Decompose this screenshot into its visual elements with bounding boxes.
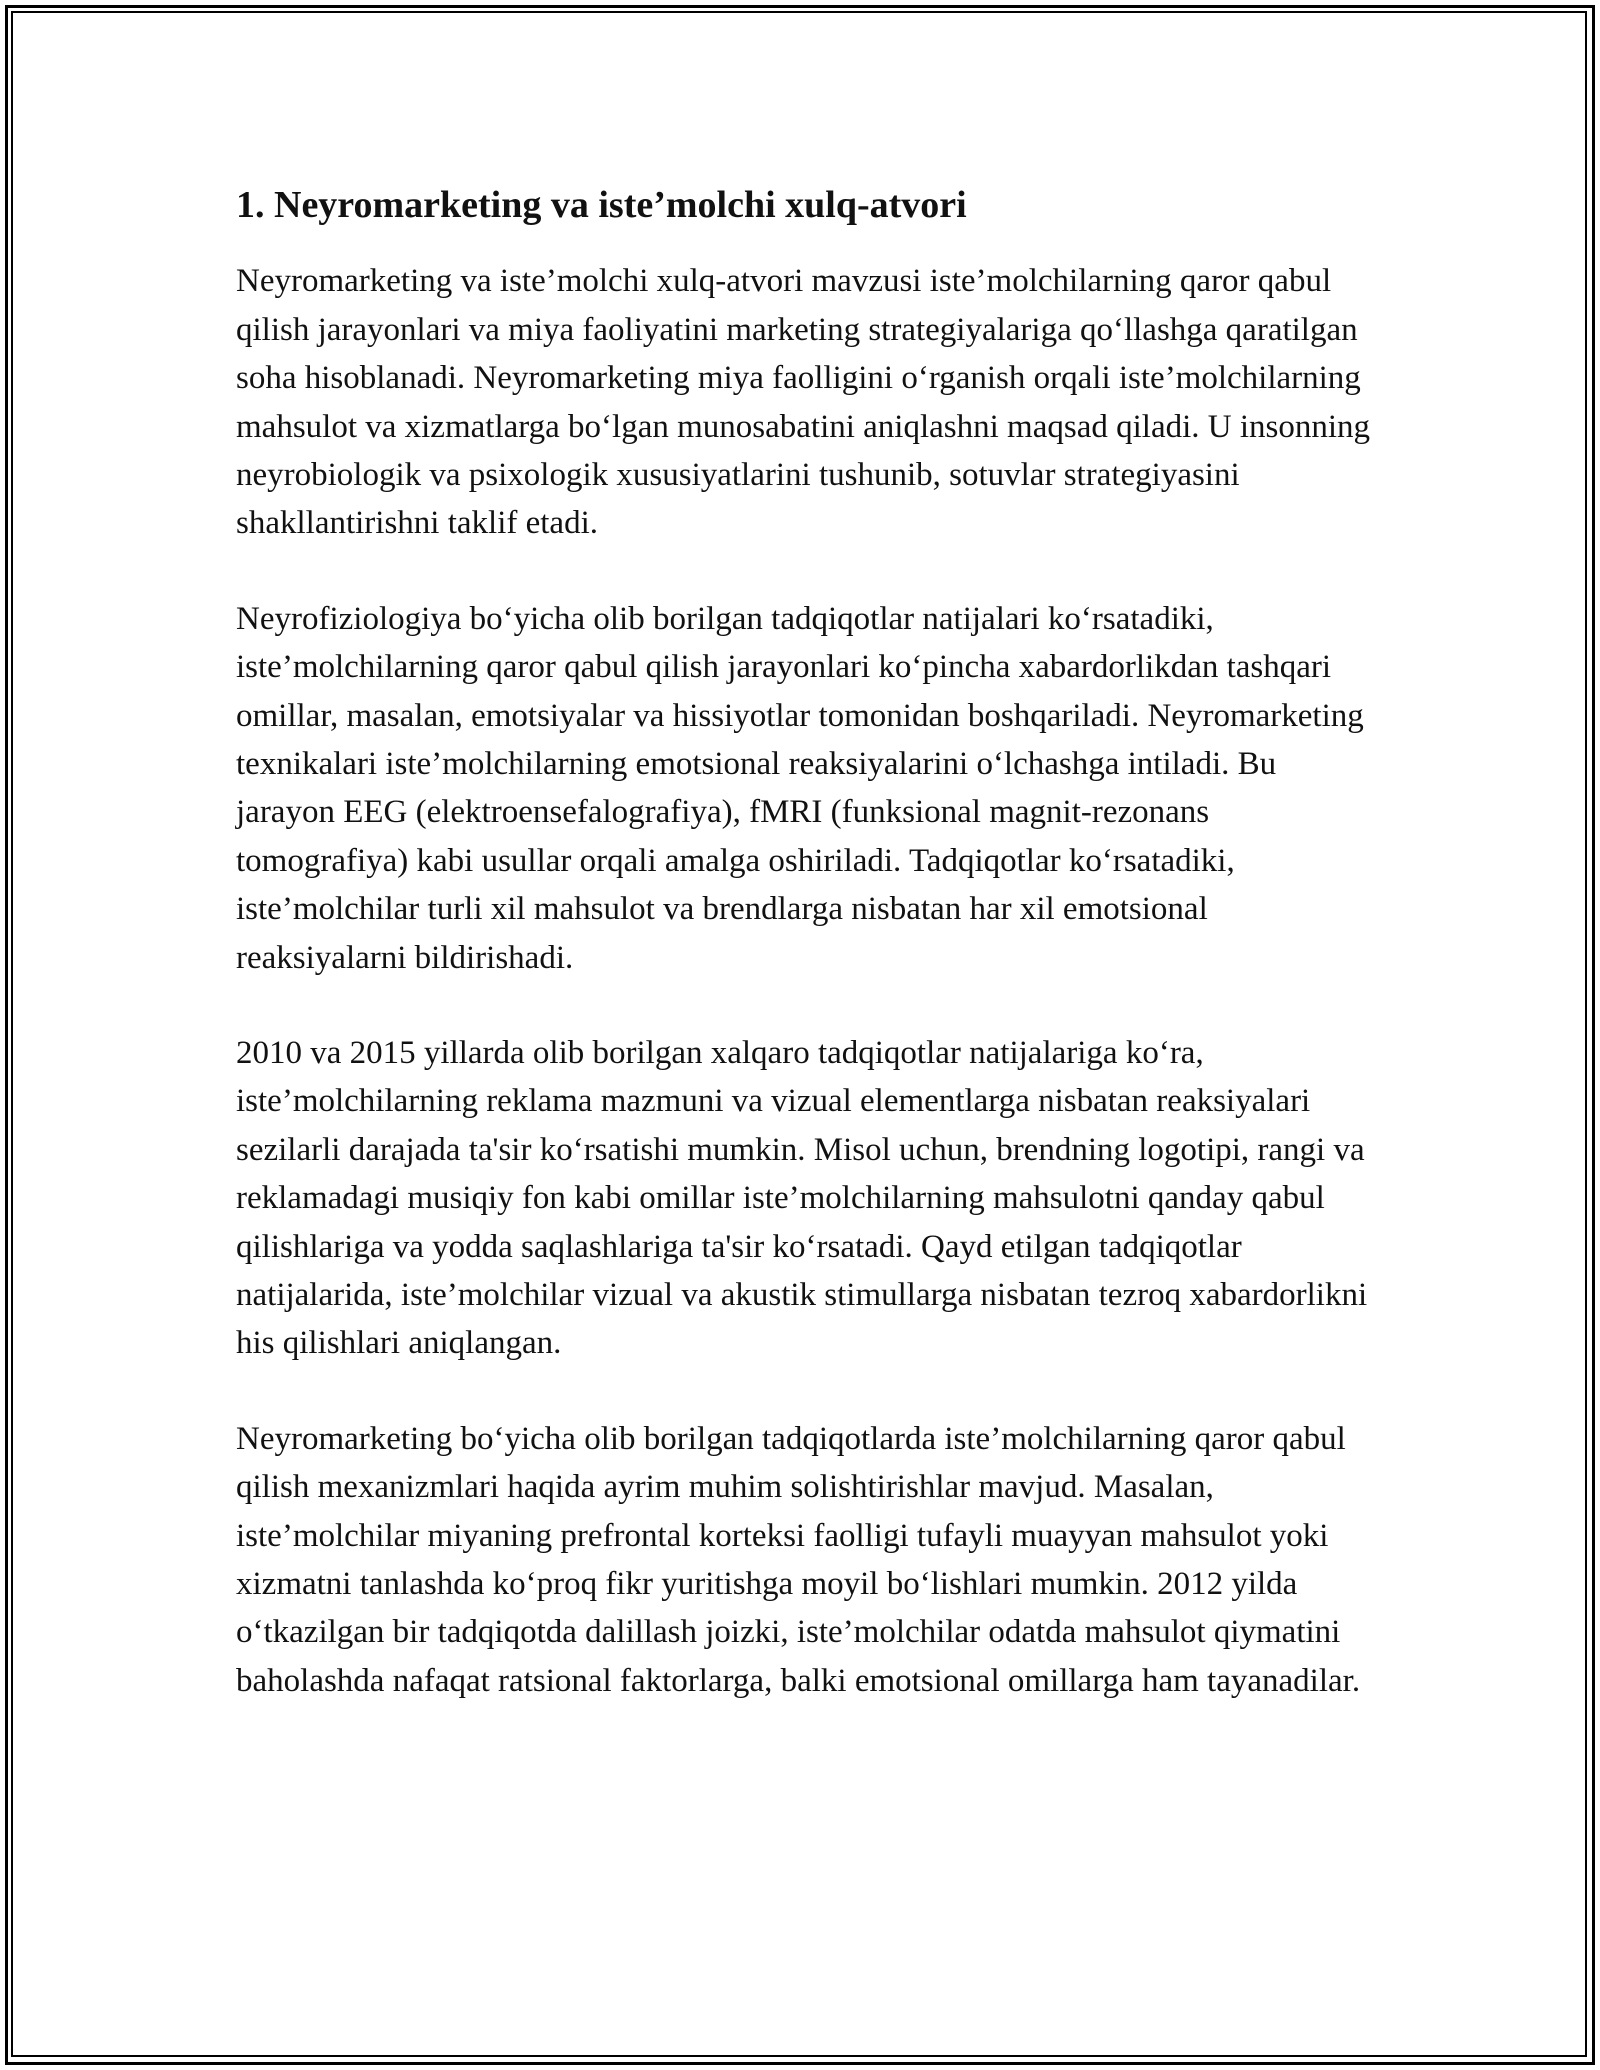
section-heading: 1. Neyromarketing va iste’molchi xulq-atvori	[236, 184, 967, 226]
paragraph-1: Neyromarketing va iste’molchi xulq-atvori mavzusi iste’molchilarning qaror qabul qilish jarayonlari va miya faoliyatini marketing strategiyalariga qo‘llashga qaratilgan soha hisoblanadi. Neyromarketing miya faolligini o‘rganish orqali iste’molchilarning mahsulot va xizmatlarga bo‘lgan munosabatini aniqlashni maqsad qiladi. U insonning neyrobiologik va psixologik xususiyatlarini tushunib, sotuvlar strategiyasini shakllantirishni taklif etadi.	[236, 263, 1371, 542]
paragraph-4: Neyromarketing bo‘yicha olib borilgan tadqiqotlarda iste’molchilarning qaror qabul qilish mexanizmlari haqida ayrim muhim solishtirishlar mavjud. Masalan, iste’molchilar miyaning prefrontal korteksi faolligi tufayli muayyan mahsulot yoki xizmatni tanlashda ko‘proq fikr yuritishga moyil bo‘lishlari mumkin. 2012 yilda o‘tkazilgan bir tadqiqotda dalillash joizki, iste’molchilar odatda mahsulot qiymatini baholashda nafaqat ratsional faktorlarga, balki emotsional omillarga ham tayanadilar.	[236, 1420, 1361, 1699]
paragraph-3: 2010 va 2015 yillarda olib borilgan xalqaro tadqiqotlar natijalariga ko‘ra, iste’molchilarning reklama mazmuni va vizual elementlarga nisbatan reaksiyalari sezilarli darajada ta'sir ko‘rsatishi mumkin. Misol uchun, brendning logotipi, rangi va reklamadagi musiqiy fon kabi omillar iste’molchilarning mahsulotni qanday qabul qilishlariga va yodda saqlashlariga ta'sir ko‘rsatadi. Qayd etilgan tadqiqotlar natijalarida, iste’molchilar vizual va akustik stimullarga nisbatan tezroq xabardorlikni his qilishlari aniqlangan.	[236, 1034, 1368, 1362]
paragraph-2: Neyrofiziologiya bo‘yicha olib borilgan tadqiqotlar natijalari ko‘rsatadiki, iste’molchilarning qaror qabul qilish jarayonlari ko‘pincha xabardorlikdan tashqari omillar, masalan, emotsiyalar va hissiyotlar tomonidan boshqariladi. Neyromarketing texnikalari iste’molchilarning emotsional reaksiyalarini o‘lchashga intiladi. Bu jarayon EEG (elektroensefalografiya), fMRI (funksional magnit-rezonans tomografiya) kabi usullar orqali amalga oshiriladi. Tadqiqotlar ko‘rsatadiki, iste’molchilar turli xil mahsulot va brendlarga nisbatan har xil emotsional reaksiyalarni bildirishadi.	[236, 600, 1364, 976]
document-body	[236, 180, 1372, 1752]
